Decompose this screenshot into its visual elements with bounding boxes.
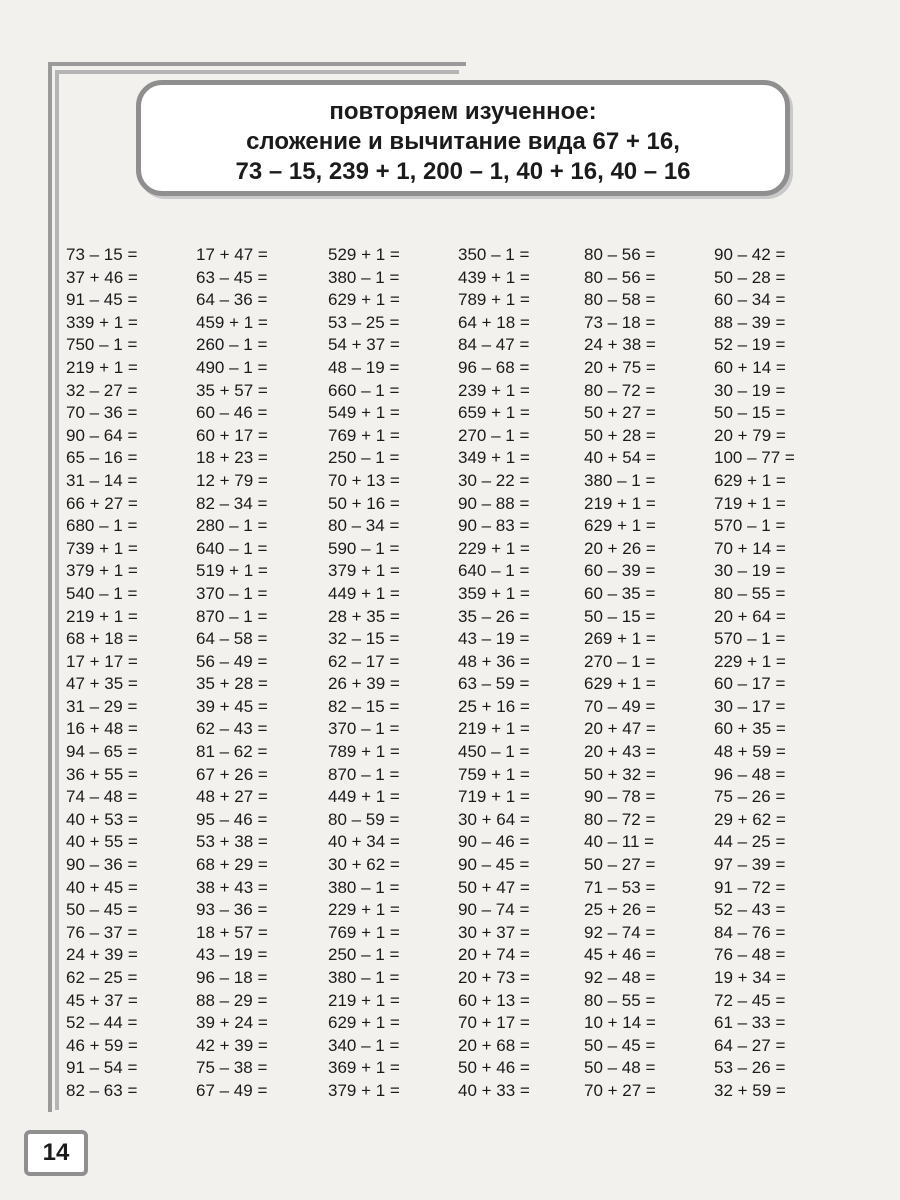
exercise-item: 450 – 1 = — [458, 742, 530, 762]
exercise-item: 60 – 35 = — [584, 583, 656, 603]
exercise-item: 38 + 43 = — [196, 877, 268, 897]
exercise-item: 30 + 64 = — [458, 809, 530, 829]
exercise-item: 20 + 79 = — [714, 425, 786, 445]
exercise-item: 90 – 78 = — [584, 787, 656, 807]
exercise-item: 870 – 1 = — [196, 606, 268, 626]
exercise-item: 659 + 1 = — [458, 403, 530, 423]
exercise-item: 70 – 49 = — [584, 696, 656, 716]
exercise-item: 370 – 1 = — [328, 719, 400, 739]
exercise-item: 80 – 72 = — [584, 809, 656, 829]
exercise-item: 74 – 48 = — [66, 787, 138, 807]
exercise-item: 73 – 18 = — [584, 312, 656, 332]
exercise-item: 91 – 72 = — [714, 877, 786, 897]
exercise-column-4 — [458, 244, 578, 1103]
exercise-item: 380 – 1 = — [328, 968, 400, 987]
exercise-item: 82 – 34 = — [196, 493, 268, 513]
exercise-item: 20 + 75 = — [584, 357, 656, 377]
exercise-item: 629 + 1 = — [584, 674, 656, 694]
exercise-item: 73 – 15 = — [66, 245, 138, 264]
exercise-item: 80 – 56 = — [584, 245, 656, 264]
exercise-item: 30 – 22 = — [458, 470, 530, 490]
exercise-item: 60 + 13 = — [458, 990, 530, 1010]
title-line-2: сложение и вычитание вида 67 + 16, — [246, 128, 680, 155]
exercise-item: 219 + 1 = — [584, 493, 656, 513]
exercise-item: 219 + 1 = — [66, 357, 138, 377]
exercise-item: 80 – 56 = — [584, 267, 656, 287]
exercise-item: 76 – 37 = — [66, 922, 138, 942]
exercise-item: 48 + 36 = — [458, 651, 530, 671]
exercise-item: 379 + 1 = — [66, 561, 138, 581]
exercise-item: 17 + 47 = — [196, 245, 268, 264]
exercise-item: 52 – 43 = — [714, 900, 786, 920]
title-box — [136, 80, 790, 196]
exercise-item: 269 + 1 = — [584, 629, 656, 649]
exercise-item: 60 + 35 = — [714, 719, 786, 739]
exercise-item: 82 – 15 = — [328, 696, 400, 716]
exercise-item: 50 + 27 = — [584, 403, 656, 423]
exercise-item: 52 – 19 = — [714, 335, 786, 355]
exercise-item: 62 – 43 = — [196, 719, 268, 739]
exercise-item: 10 + 14 = — [584, 1013, 656, 1033]
exercise-item: 379 + 1 = — [328, 1080, 400, 1100]
exercise-item: 92 – 48 = — [584, 968, 656, 987]
exercise-item: 82 – 63 = — [66, 1080, 138, 1100]
exercise-item: 640 – 1 = — [458, 561, 530, 581]
exercise-item: 80 – 58 = — [584, 290, 656, 310]
exercise-item: 529 + 1 = — [328, 245, 400, 264]
title-line-3: 73 – 15, 239 + 1, 200 – 1, 40 + 16, 40 – 16 — [235, 158, 691, 185]
exercise-item: 54 + 37 = — [328, 335, 400, 355]
exercise-item: 70 + 27 = — [584, 1080, 656, 1100]
exercise-column-1 — [66, 244, 186, 1103]
exercise-item: 90 – 45 = — [458, 855, 530, 875]
exercise-item: 35 – 26 = — [458, 606, 530, 626]
exercise-item: 20 + 74 = — [458, 945, 530, 965]
exercise-item: 97 – 39 = — [714, 855, 786, 875]
exercise-item: 67 – 49 = — [196, 1080, 268, 1100]
exercise-item: 35 + 57 = — [196, 380, 268, 400]
exercise-item: 660 – 1 = — [328, 380, 400, 400]
exercise-item: 769 + 1 = — [328, 425, 400, 445]
exercise-item: 24 + 39 = — [66, 945, 138, 965]
exercise-item: 47 + 35 = — [66, 674, 138, 694]
exercise-item: 63 – 45 = — [196, 267, 268, 287]
exercise-column-6 — [714, 244, 834, 1103]
exercise-column-3 — [328, 244, 448, 1103]
exercise-item: 640 – 1 = — [196, 538, 268, 558]
exercise-item: 17 + 17 = — [66, 651, 138, 671]
exercise-item: 20 + 26 = — [584, 538, 656, 558]
exercise-item: 96 – 48 = — [714, 764, 786, 784]
exercise-item: 40 + 53 = — [66, 809, 138, 829]
exercise-item: 84 – 47 = — [458, 335, 530, 355]
exercise-item: 719 + 1 = — [458, 787, 530, 807]
exercise-item: 20 + 47 = — [584, 719, 656, 739]
exercise-item: 90 – 64 = — [66, 425, 138, 445]
exercise-item: 75 – 26 = — [714, 787, 786, 807]
page-number: 14 — [24, 1130, 88, 1176]
exercise-item: 759 + 1 = — [458, 764, 530, 784]
exercise-item: 53 + 38 = — [196, 832, 268, 852]
exercise-item: 45 + 46 = — [584, 945, 656, 965]
exercise-item: 339 + 1 = — [66, 312, 138, 332]
exercise-item: 81 – 62 = — [196, 742, 268, 762]
exercise-item: 60 + 14 = — [714, 357, 786, 377]
exercise-item: 88 – 29 = — [196, 990, 268, 1010]
exercise-item: 90 – 46 = — [458, 832, 530, 852]
exercise-item: 629 + 1 = — [714, 470, 786, 490]
exercise-item: 40 + 34 = — [328, 832, 400, 852]
exercise-item: 70 + 13 = — [328, 470, 400, 490]
exercise-item: 65 – 16 = — [66, 448, 138, 468]
exercise-item: 28 + 35 = — [328, 606, 400, 626]
exercise-item: 43 – 19 = — [196, 945, 268, 965]
exercise-item: 40 + 45 = — [66, 877, 138, 897]
exercise-item: 60 – 46 = — [196, 403, 268, 423]
exercise-item: 90 – 83 = — [458, 516, 530, 536]
exercise-item: 35 + 28 = — [196, 674, 268, 694]
exercise-item: 18 + 57 = — [196, 922, 268, 942]
exercise-item: 870 – 1 = — [328, 764, 400, 784]
exercise-item: 72 – 45 = — [714, 990, 786, 1010]
exercise-item: 29 + 62 = — [714, 809, 786, 829]
exercise-item: 40 – 11 = — [584, 832, 655, 852]
exercise-item: 449 + 1 = — [328, 583, 400, 603]
exercise-item: 43 – 19 = — [458, 629, 530, 649]
exercise-item: 570 – 1 = — [714, 629, 786, 649]
exercise-item: 250 – 1 = — [328, 448, 400, 468]
exercise-item: 219 + 1 = — [328, 990, 400, 1010]
exercise-item: 46 + 59 = — [66, 1035, 138, 1055]
exercise-item: 789 + 1 = — [328, 742, 400, 762]
exercise-item: 32 – 15 = — [328, 629, 400, 649]
exercise-item: 349 + 1 = — [458, 448, 530, 468]
exercise-item: 63 – 59 = — [458, 674, 530, 694]
exercise-item: 20 + 64 = — [714, 606, 786, 626]
exercise-item: 25 + 16 = — [458, 696, 530, 716]
exercise-item: 75 – 38 = — [196, 1058, 268, 1078]
exercise-item: 239 + 1 = — [458, 380, 530, 400]
exercise-item: 18 + 23 = — [196, 448, 268, 468]
exercise-item: 80 – 59 = — [328, 809, 400, 829]
exercise-item: 50 + 47 = — [458, 877, 530, 897]
exercise-item: 340 – 1 = — [328, 1035, 400, 1055]
exercise-item: 48 + 27 = — [196, 787, 268, 807]
exercise-item: 71 – 53 = — [584, 877, 656, 897]
exercise-item: 64 + 18 = — [458, 312, 530, 332]
exercise-item: 90 – 88 = — [458, 493, 530, 513]
exercise-item: 90 – 74 = — [458, 900, 530, 920]
exercise-item: 629 + 1 = — [584, 516, 656, 536]
exercise-item: 50 + 28 = — [584, 425, 656, 445]
exercise-item: 30 + 62 = — [328, 855, 400, 875]
exercise-item: 61 – 33 = — [714, 1013, 786, 1033]
exercise-item: 37 + 46 = — [66, 267, 138, 287]
exercise-item: 64 – 27 = — [714, 1035, 786, 1055]
exercise-item: 750 – 1 = — [66, 335, 138, 355]
exercise-item: 96 – 68 = — [458, 357, 530, 377]
exercise-item: 48 + 59 = — [714, 742, 786, 762]
exercise-item: 80 – 55 = — [584, 990, 656, 1010]
exercise-item: 80 – 34 = — [328, 516, 400, 536]
exercise-item: 380 – 1 = — [584, 470, 656, 490]
title-line-1: повторяем изученное: — [329, 98, 597, 125]
exercise-item: 50 – 27 = — [584, 855, 656, 875]
exercise-item: 67 + 26 = — [196, 764, 268, 784]
exercise-item: 53 – 25 = — [328, 312, 400, 332]
exercise-item: 80 – 72 = — [584, 380, 656, 400]
exercise-item: 449 + 1 = — [328, 787, 400, 807]
exercise-item: 229 + 1 = — [328, 900, 400, 920]
exercise-item: 50 – 15 = — [584, 606, 656, 626]
exercise-item: 39 + 45 = — [196, 696, 268, 716]
exercise-item: 20 + 73 = — [458, 968, 530, 987]
exercise-item: 380 – 1 = — [328, 877, 400, 897]
exercise-item: 56 – 49 = — [196, 651, 268, 671]
exercise-item: 60 – 34 = — [714, 290, 786, 310]
exercise-item: 229 + 1 = — [458, 538, 530, 558]
exercise-item: 60 – 39 = — [584, 561, 656, 581]
exercise-item: 31 – 14 = — [66, 470, 138, 490]
exercise-item: 629 + 1 = — [328, 290, 400, 310]
exercise-item: 40 + 54 = — [584, 448, 656, 468]
exercise-item: 350 – 1 = — [458, 245, 530, 264]
exercise-item: 44 – 25 = — [714, 832, 786, 852]
exercise-item: 50 – 45 = — [584, 1035, 656, 1055]
exercise-item: 270 – 1 = — [584, 651, 656, 671]
exercise-item: 519 + 1 = — [196, 561, 268, 581]
exercise-item: 380 – 1 = — [328, 267, 400, 287]
exercise-item: 66 + 27 = — [66, 493, 138, 513]
exercise-item: 76 – 48 = — [714, 945, 786, 965]
exercise-item: 280 – 1 = — [196, 516, 268, 536]
exercise-item: 64 – 58 = — [196, 629, 268, 649]
exercise-item: 42 + 39 = — [196, 1035, 268, 1055]
exercise-item: 12 + 79 = — [196, 470, 268, 490]
exercise-item: 88 – 39 = — [714, 312, 786, 332]
exercise-item: 40 + 33 = — [458, 1080, 530, 1100]
exercise-item: 459 + 1 = — [196, 312, 268, 332]
exercise-item: 48 – 19 = — [328, 357, 400, 377]
exercise-item: 45 + 37 = — [66, 990, 138, 1010]
exercise-item: 70 + 17 = — [458, 1013, 530, 1033]
exercise-item: 50 + 46 = — [458, 1058, 530, 1078]
exercise-item: 379 + 1 = — [328, 561, 400, 581]
exercise-item: 629 + 1 = — [328, 1013, 400, 1033]
exercise-item: 30 – 17 = — [714, 696, 786, 716]
exercise-item: 80 – 55 = — [714, 583, 786, 603]
exercise-item: 62 – 25 = — [66, 968, 138, 987]
exercise-item: 90 – 36 = — [66, 855, 138, 875]
exercise-item: 30 – 19 = — [714, 380, 786, 400]
exercise-column-2 — [196, 244, 316, 1103]
exercise-item: 260 – 1 = — [196, 335, 268, 355]
exercise-item: 719 + 1 = — [714, 493, 786, 513]
exercise-item: 92 – 74 = — [584, 922, 656, 942]
exercise-item: 32 – 27 = — [66, 380, 138, 400]
exercise-item: 229 + 1 = — [714, 651, 786, 671]
exercise-item: 84 – 76 = — [714, 922, 786, 942]
exercise-item: 94 – 65 = — [66, 742, 138, 762]
exercise-item: 439 + 1 = — [458, 267, 530, 287]
exercise-item: 68 + 18 = — [66, 629, 138, 649]
exercise-item: 219 + 1 = — [458, 719, 530, 739]
exercise-item: 20 + 43 = — [584, 742, 656, 762]
exercise-item: 40 + 55 = — [66, 832, 138, 852]
exercise-item: 270 – 1 = — [458, 425, 530, 445]
exercise-item: 30 – 19 = — [714, 561, 786, 581]
exercise-item: 96 – 18 = — [196, 968, 268, 987]
exercise-item: 370 – 1 = — [196, 583, 268, 603]
exercise-item: 24 + 38 = — [584, 335, 656, 355]
exercise-item: 62 – 17 = — [328, 651, 400, 671]
exercise-item: 50 – 45 = — [66, 900, 138, 920]
exercise-item: 219 + 1 = — [66, 606, 138, 626]
exercise-item: 250 – 1 = — [328, 945, 400, 965]
exercise-item: 359 + 1 = — [458, 583, 530, 603]
exercise-item: 490 – 1 = — [196, 357, 268, 377]
exercise-item: 20 + 68 = — [458, 1035, 530, 1055]
exercise-item: 68 + 29 = — [196, 855, 268, 875]
exercise-item: 60 – 17 = — [714, 674, 786, 694]
exercise-item: 70 + 14 = — [714, 538, 786, 558]
exercise-item: 590 – 1 = — [328, 538, 400, 558]
exercise-item: 540 – 1 = — [66, 583, 138, 603]
exercise-item: 52 – 44 = — [66, 1013, 138, 1033]
exercise-item: 50 – 15 = — [714, 403, 786, 423]
exercise-item: 50 – 48 = — [584, 1058, 656, 1078]
exercise-item: 680 – 1 = — [66, 516, 138, 536]
exercise-item: 93 – 36 = — [196, 900, 268, 920]
exercise-item: 53 – 26 = — [714, 1058, 786, 1078]
exercise-item: 36 + 55 = — [66, 764, 138, 784]
exercise-item: 789 + 1 = — [458, 290, 530, 310]
exercise-item: 60 + 17 = — [196, 425, 268, 445]
exercise-item: 25 + 26 = — [584, 900, 656, 920]
exercise-item: 769 + 1 = — [328, 922, 400, 942]
exercise-item: 19 + 34 = — [714, 968, 786, 987]
exercise-item: 549 + 1 = — [328, 403, 400, 423]
exercise-item: 39 + 24 = — [196, 1013, 268, 1033]
exercise-item: 32 + 59 = — [714, 1080, 786, 1100]
exercise-item: 50 + 32 = — [584, 764, 656, 784]
exercise-item: 91 – 54 = — [66, 1058, 138, 1078]
exercise-column-5 — [584, 244, 704, 1103]
exercise-item: 50 – 28 = — [714, 267, 786, 287]
exercise-item: 369 + 1 = — [328, 1058, 400, 1078]
exercise-item: 95 – 46 = — [196, 809, 268, 829]
exercise-item: 64 – 36 = — [196, 290, 268, 310]
exercise-item: 570 – 1 = — [714, 516, 786, 536]
exercise-item: 70 – 36 = — [66, 403, 138, 423]
exercise-item: 31 – 29 = — [66, 696, 138, 716]
exercise-item: 100 – 77 = — [714, 448, 795, 468]
exercise-item: 91 – 45 = — [66, 290, 138, 310]
exercise-item: 50 + 16 = — [328, 493, 400, 513]
exercise-item: 90 – 42 = — [714, 245, 786, 264]
exercise-item: 16 + 48 = — [66, 719, 138, 739]
exercise-item: 26 + 39 = — [328, 674, 400, 694]
exercise-item: 30 + 37 = — [458, 922, 530, 942]
exercise-item: 739 + 1 = — [66, 538, 138, 558]
